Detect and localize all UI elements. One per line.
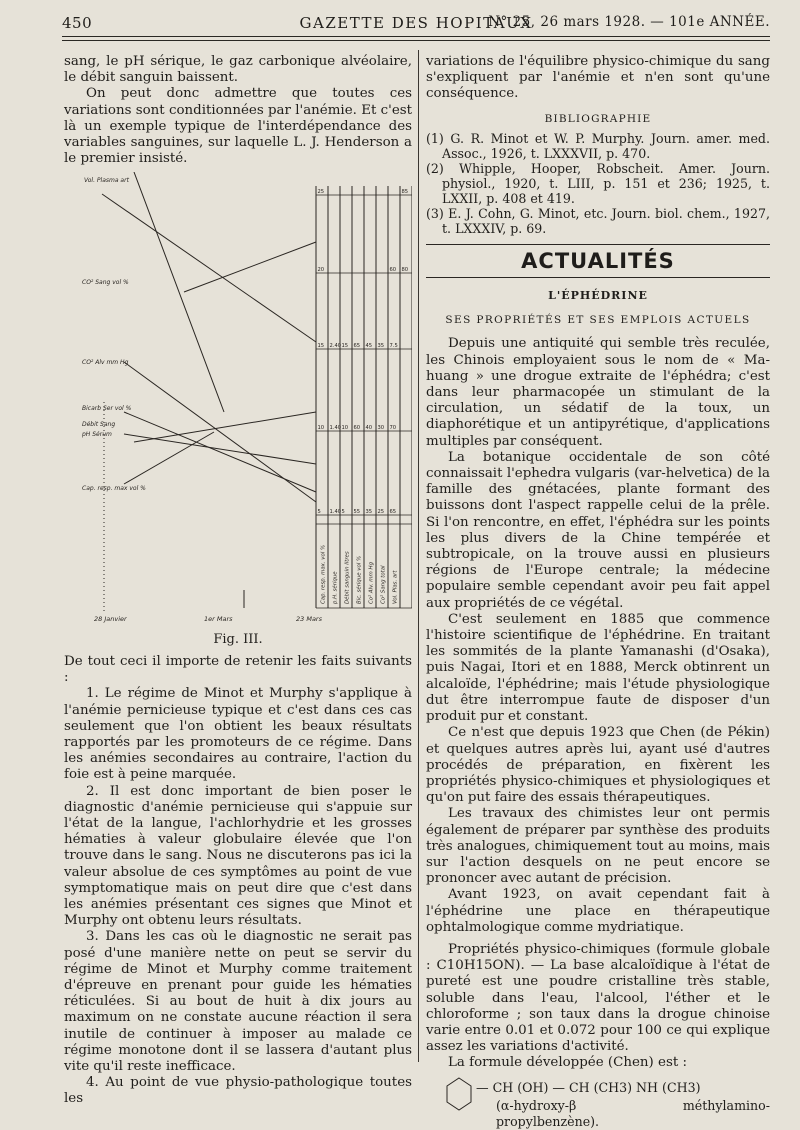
fig-label-debit: Débit Sang xyxy=(82,421,116,428)
scale-value: 40 xyxy=(365,425,373,431)
scale-value: 45 xyxy=(365,343,373,349)
scale-value: 35 xyxy=(365,509,373,515)
scale-value: 5 xyxy=(341,509,345,515)
paragraph: Avant 1923, on avait cependant fait à l'éphédrine une place en thérapeutique ophtalmologique comme mydriatique. xyxy=(426,887,770,935)
figure-iii xyxy=(64,172,412,632)
scale-value: 25 xyxy=(317,189,325,195)
scale-value: 10 xyxy=(341,425,349,431)
curve-extra xyxy=(124,432,214,484)
issue-info: N° 25, 26 mars 1928. — 101e ANNÉE. xyxy=(488,14,770,30)
article-subtitle: SES PROPRIÉTÉS ET SES EMPLOIS ACTUELS xyxy=(445,314,751,327)
journal-title: GAZETTE DES HOPITAUX xyxy=(299,14,533,32)
section-rule xyxy=(426,244,770,245)
paragraph: La formule développée (Chen) est : xyxy=(448,1055,687,1071)
scale-value: 1.40 xyxy=(329,509,342,515)
date-label-january: 28 Janvier xyxy=(94,615,127,623)
section-heading-actualites: ACTUALITÉS xyxy=(521,248,675,273)
formula-name: (α-hydroxy-β méthylamino-propylbenzène). xyxy=(496,1097,770,1129)
scale-value: 70 xyxy=(389,425,397,431)
column-label: Débit sanguin litres xyxy=(344,551,351,604)
running-header xyxy=(62,12,770,34)
scale-value: 5 xyxy=(317,509,321,515)
left-column-bottom xyxy=(64,654,412,1108)
scale-value: 7.5 xyxy=(389,343,398,349)
bib-entry: (2) Whipple, Hooper, Robscheit. Amer. Journ. physiol., 1920, t. LIII, p. 151 et 236; 1925, t. LXXII, p. 408 et 419. xyxy=(426,160,770,206)
scale-value: 30 xyxy=(377,425,385,431)
curve-co2-alv xyxy=(124,362,316,502)
curve-bicarb xyxy=(124,412,316,492)
paragraph: 3. Dans les cas où le diagnostic ne serait pas posé d'une manière nette on peut se servir du régime de Minot et Murphy comme traitement d'épreuve en prenant pour guide les hématies réticulées. Si au bout de huit à dix jours au maximum on ne constate aucune réaction il sera inutile de continuer à imposer au malade ce régime monotone dont il se lassera d'autant plus vite qu'il reste inefficace. xyxy=(64,929,412,1075)
page-number: 450 xyxy=(62,14,93,32)
scale-value: 60 xyxy=(389,267,397,273)
scale-value: 25 xyxy=(377,509,385,515)
header-rule xyxy=(62,36,770,37)
scale-value: 15 xyxy=(317,343,325,349)
header-rule-2 xyxy=(62,40,770,41)
bibliography-title: BIBLIOGRAPHIE xyxy=(544,112,652,125)
scale-value: 85 xyxy=(401,189,409,195)
paragraph: variations de l'équilibre physico-chimique du sang s'expliquent par l'anémie et n'en sont qu'une conséquence. xyxy=(426,54,770,102)
paragraph: 2. Il est donc important de bien poser le diagnostic d'anémie pernicieuse qui s'appuie sur l'état de la langue, l'achlorhydrie et les grosses hématies à valeur globulaire élevée que l'on trouve dans le sang. Nous ne discuterons pas ici la valeur absolue de ces symptômes au point de vue symptomatique mais on peut dire que c'est dans les anémies présentant ces signes que Minot et Murphy ont obtenu leurs résultats. xyxy=(64,783,412,929)
paragraph: C'est seulement en 1885 que commence l'histoire scientifique de l'éphédrine. En traitant les sommités de la plante Yamanashi (d'Osaka), puis Nagai, Itori et en 1888, Merck obtinrent un alcaloïde, l'éphédrine; mais l'étude physiologique dut être interrompue faute de disposer d'un produit pur et constant. xyxy=(426,611,770,725)
scale-value: 35 xyxy=(377,343,385,349)
scale-value: 80 xyxy=(401,267,409,273)
column-label: Co² Alv. mm Hg xyxy=(368,562,375,604)
curve-debit xyxy=(134,412,316,442)
left-column-top xyxy=(64,54,412,167)
paragraph: Depuis une antiquité qui semble très reculée, les Chinois employaient sous le nom de « Ma-huang » une drogue extraite de l'éphédra; c'est dans leur pharmacopée un stimulant de la circulation, un sédatif de la toux, un diaphorétique et un antipyrétique, d'applications multiples par conséquent. xyxy=(426,336,770,449)
paragraph: De tout ceci il importe de retenir les faits suivants : xyxy=(64,654,412,686)
curve-cap-resp xyxy=(184,242,316,292)
fig-label-co2-sang: CO² Sang vol % xyxy=(82,279,129,286)
curve-vol-plasma xyxy=(102,194,316,342)
figure-caption: Fig. III. xyxy=(213,632,263,647)
paragraph: Ce n'est que depuis 1923 que Chen (de Pékin) et quelques autres après lui, ayant usé d'autres procédés de préparation, en fixèrent les propriétés physico-chimiques et physiologiques et qu'on put faire des essais thérapeutiques. xyxy=(426,725,770,806)
date-label-march-23: 23 Mars xyxy=(296,615,322,623)
curve-co2-sang xyxy=(134,172,224,412)
column-label: Cap. resp. max. vol % xyxy=(320,544,327,604)
scale-value: 2.40 xyxy=(329,343,342,349)
scale-value: 1.40 xyxy=(329,425,342,431)
scale-value: 15 xyxy=(341,343,349,349)
benzene-ring-icon xyxy=(444,1076,474,1116)
paragraph: 1. Le régime de Minot et Murphy s'applique à l'anémie pernicieuse typique et c'est dans ces cas seulement que l'on obtient les beaux résultats rapportés par les promoteurs de ce régime. Dans les anémies secondaires au contraire, l'action du foie est à peine marquée. xyxy=(64,686,412,783)
formula-chain: — CH (OH) — CH (CH3) NH (CH3) xyxy=(476,1079,701,1095)
section-rule xyxy=(426,277,770,278)
paragraph: Propriétés physico-chimiques (formule globale : C10H15ON). — La base alcaloïdique à l'état de pureté est une poudre cristalline très stable, soluble dans l'eau, l'alcool, l'éther et le chloroforme ; son taux dans la drogue chinoise varie entre 0.01 et 0.072 pour 100 ce qui explique assez les variations d'activité. xyxy=(426,941,770,1055)
date-label-march-1: 1er Mars xyxy=(204,615,233,623)
fig-label-co2-alv: CO² Alv mm Hg xyxy=(82,359,129,366)
paragraph: sang, le pH sérique, le gaz carbonique alvéolaire, le débit sanguin baissent. xyxy=(64,54,412,86)
right-column xyxy=(426,54,770,1129)
fig-label-cap-resp: Cap. resp. max vol % xyxy=(82,485,146,492)
scale-value: 65 xyxy=(389,509,397,515)
column-label: Co² Sang total xyxy=(380,565,387,604)
paragraph: Les travaux des chimistes leur ont permis également de préparer par synthèse des produits très analogues, chimiquement tout au moins, mais sur l'action desquels on ne peut encore se prononcer avec autant de précision. xyxy=(426,806,770,887)
article-title: L'ÉPHÉDRINE xyxy=(548,289,648,303)
paragraph: La botanique occidentale de son côté connaissait l'ephedra vulgaris (var-helvetica) de la famille des gnétacées, plante formant des buissons dont l'aspect rappelle celui de la prêle. Si l'on rencontre, en effet, l'éphédra sur les points les plus divers de la Chine tempérée et subtropicale, on la trouve aussi en plusieurs régions de l'Europe centrale; la médecine populaire semble cependant avoir peu fait appel aux propriétés de ce végétal. xyxy=(426,449,770,611)
scale-value: 20 xyxy=(317,267,325,273)
paragraph: On peut donc admettre que toutes ces variations sont conditionnées par l'anémie. Et c'est là un exemple typique de l'interdépendance des variables sanguines, sur laquelle L. J. Henderson a le premier insisté. xyxy=(64,86,412,167)
bib-entry: (1) G. R. Minot et W. P. Murphy. Journ. amer. med. Assoc., 1926, t. LXXXVII, p. 470. xyxy=(426,130,770,161)
fig-label-ph: pH Sérum xyxy=(82,431,112,438)
paragraph: 4. Au point de vue physio-pathologique toutes les xyxy=(64,1075,412,1107)
scale-value: 65 xyxy=(353,343,361,349)
bib-entry: (3) E. J. Cohn, G. Minot, etc. Journ. biol. chem., 1927, t. LXXXIV, p. 69. xyxy=(426,205,770,236)
fig-label-vol-plasma: Vol. Plasma art xyxy=(84,177,129,184)
scale-value: 60 xyxy=(353,425,361,431)
scale-grid xyxy=(316,186,412,608)
column-label: p.H. sérique xyxy=(332,571,339,604)
scale-value: 10 xyxy=(317,425,325,431)
column-label: Bic. sérique vol % xyxy=(356,555,363,604)
scale-value: 55 xyxy=(353,509,361,515)
column-label: Vol. Plas. art xyxy=(392,570,399,604)
chemical-formula xyxy=(426,1076,770,1129)
column-divider xyxy=(418,50,419,1062)
bibliography xyxy=(426,131,770,236)
fig-label-bicarb: Bicarb Ser vol % xyxy=(82,405,132,412)
